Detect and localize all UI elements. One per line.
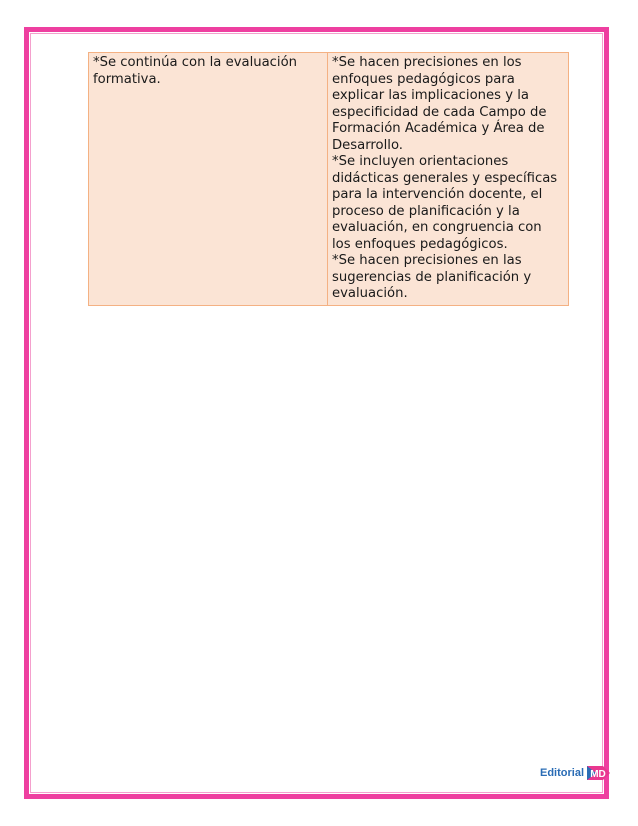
- cell-text-line: los enfoques pedagógicos.: [332, 236, 508, 252]
- table-row: [89, 53, 569, 306]
- cell-text-line: Formación Académica y Área de: [332, 121, 545, 136]
- comparison-table: [88, 52, 569, 306]
- table-cell-left: [89, 53, 328, 306]
- cell-text-line: Desarrollo.: [332, 137, 403, 153]
- cell-text-line: proceso de planificación y la: [332, 203, 520, 219]
- cell-text-line: formativa.: [93, 71, 161, 87]
- cell-text-line: para la intervención docente, el: [332, 187, 543, 202]
- table-cell-right: [328, 53, 569, 306]
- cell-text-line: *Se incluyen orientaciones: [332, 154, 509, 169]
- cell-text-line: *Se hacen precisiones en las: [332, 253, 522, 268]
- svg-text:MD: MD: [590, 769, 606, 780]
- cell-text-line: didácticas generales y específicas: [332, 170, 558, 186]
- cell-text-line: *Se hacen precisiones en los: [332, 55, 522, 70]
- cell-text-line: *Se continúa con la evaluación: [93, 55, 298, 70]
- cell-text-line: evaluación.: [332, 286, 408, 301]
- cell-text-line: enfoques pedagógicos para: [332, 71, 515, 87]
- cell-text-line: explicar las implicaciones y la: [332, 88, 529, 103]
- editorial-logo: [540, 762, 611, 784]
- cell-text-line: sugerencias de planificación y: [332, 269, 532, 285]
- logo-badge-icon: [585, 763, 611, 783]
- cell-text-line: evaluación, en congruencia con: [332, 220, 542, 235]
- logo-word: Editorial: [540, 767, 585, 779]
- cell-text-line: especificidad de cada Campo de: [332, 104, 547, 120]
